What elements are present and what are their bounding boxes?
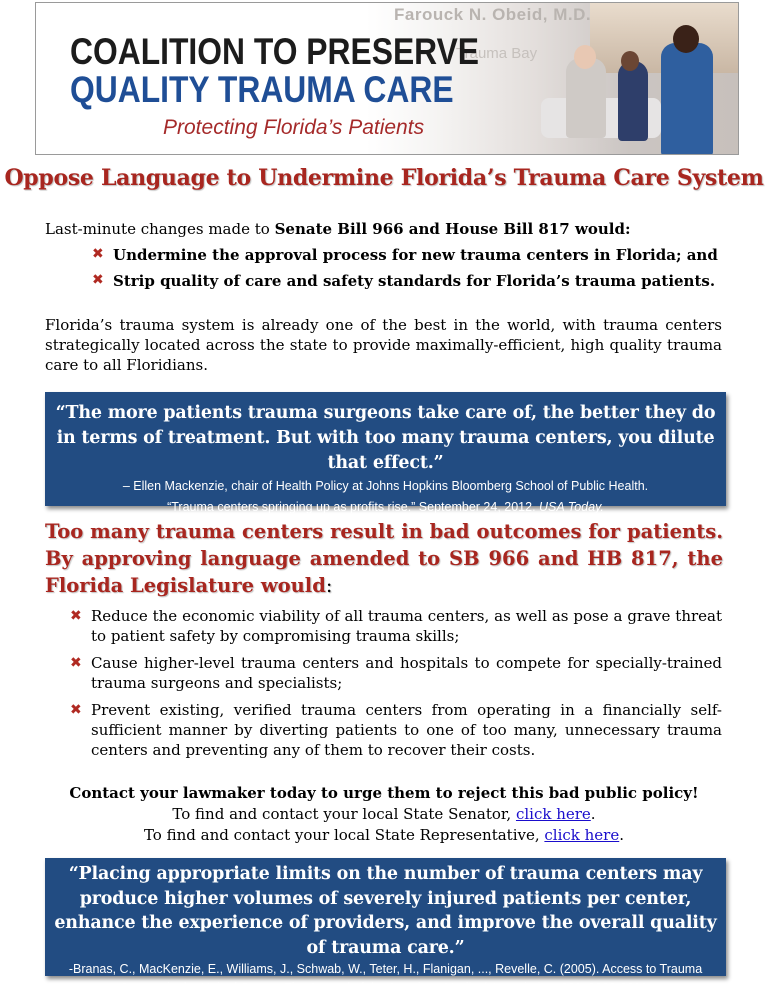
outcomes-headline — [45, 518, 723, 599]
x-mark-icon: ✖ — [92, 272, 104, 288]
quote-source-journal: The Journal of the American Medical Association, 239, — [283, 981, 585, 995]
list-item-text: Prevent existing, verified trauma centers from operating in a financially self-sufficient manner by diverting patients to one of too many, unnecessary trauma centers and preventing any of them to recover their costs. — [91, 701, 722, 759]
photo-wall-sign-2: Trauma Bay — [456, 45, 538, 62]
consequences-list — [70, 606, 722, 767]
list-item — [70, 606, 722, 646]
quote-source-line1: – Ellen Mackenzie, chair of Health Policy at Johns Hopkins Bloomberg School of Public Health. — [122, 479, 649, 493]
coalition-tagline: Protecting Florida’s Patients — [163, 116, 425, 139]
cta-rep-prefix: To find and contact your local State Representative, — [143, 826, 545, 844]
list-item-text: Strip quality of care and safety standards for Florida’s trauma patients. — [113, 272, 716, 290]
quote-box-mackenzie — [45, 392, 726, 514]
call-to-action — [0, 783, 768, 846]
senator-click-here-link[interactable]: click here — [515, 805, 591, 823]
quote-source-publication: USA Today. — [539, 500, 604, 514]
photo-person — [661, 43, 713, 155]
x-mark-icon: ✖ — [70, 655, 82, 671]
x-mark-icon: ✖ — [70, 608, 82, 624]
list-item — [70, 700, 722, 760]
intro-bills: Senate Bill 966 and House Bill 817 would: — [274, 220, 631, 238]
quote-box-branas — [45, 858, 726, 995]
x-mark-icon: ✖ — [70, 702, 82, 718]
quote-source — [45, 476, 726, 518]
intro-prefix: Last-minute changes made to — [45, 220, 275, 238]
photo-person-head — [673, 25, 699, 53]
cta-period: . — [619, 826, 625, 844]
trauma-system-paragraph: Florida’s trauma system is already one of the best in the world, with trauma centers strategically located across the state to provide maximally-efficient, high quality trauma care to all Floridians. — [45, 316, 722, 374]
quote-source-article: “Trauma centers springing up as profits rise.” September 24, 2012. — [167, 500, 540, 514]
coalition-title-line2: QUALITY TRAUMA CARE — [70, 69, 454, 110]
quote-source-line2 — [45, 497, 726, 518]
page-headline: Oppose Language to Undermine Florida’s Trauma Care System — [4, 165, 764, 191]
photo-wall-sign: Farouck N. Obeid, M.D. — [394, 5, 592, 24]
quote-source-authors: -Branas, C., MacKenzie, E., Williams, J., Schwab, W., Teter, H., Flanigan, ..., Revelle, C. (2005). Access to Trauma Centers in the United States. — [68, 962, 703, 995]
list-item-text: Reduce the economic viability of all trauma centers, as well as pose a grave threat to patient safety by compromising trauma skills; — [91, 607, 722, 645]
quote-source — [45, 960, 726, 998]
x-mark-icon: ✖ — [92, 246, 104, 262]
list-item — [92, 246, 718, 272]
quote-text: “Placing appropriate limits on the number of trauma centers may produce higher volumes of severely injured patients per center, enhance the experience of providers, and improve the overall quality of trauma care.” — [54, 864, 717, 958]
photo-person-head — [574, 45, 596, 69]
quote-text: “The more patients trauma surgeons take care of, the better they do in terms of treatment. But with too many trauma centers, you dilute that effect.” — [55, 403, 716, 473]
coalition-title-line1: COALITION TO PRESERVE — [70, 31, 480, 72]
list-item — [70, 653, 722, 693]
list-item-text: Undermine the approval process for new trauma centers in Florida; and — [113, 246, 718, 264]
cta-headline: Contact your lawmaker today to urge them to reject this bad public policy! — [69, 784, 699, 802]
list-item-text: Cause higher-level trauma centers and hospitals to compete for specially-trained trauma surgeons and specialists; — [91, 654, 722, 692]
photo-person-head — [621, 51, 639, 71]
cta-senator-line — [0, 804, 768, 825]
intro-line — [45, 220, 631, 238]
cta-representative-line — [0, 825, 768, 846]
cta-period: . — [590, 805, 596, 823]
representative-click-here-link[interactable]: click here — [544, 826, 620, 844]
photo-person — [618, 61, 648, 141]
outcomes-headline-text: Too many trauma centers result in bad outcomes for patients. By approving language amended to SB 966 and HB 817, the Florida Legislature would — [45, 520, 723, 597]
photo-person — [566, 58, 606, 138]
cta-senator-prefix: To find and contact your local State Senator, — [172, 805, 516, 823]
outcomes-headline-colon: : — [325, 574, 333, 597]
header-banner — [35, 2, 739, 155]
quote-source-pages: 2626-2633. — [584, 981, 652, 995]
bill-effects-list — [92, 246, 718, 298]
list-item — [92, 272, 718, 298]
